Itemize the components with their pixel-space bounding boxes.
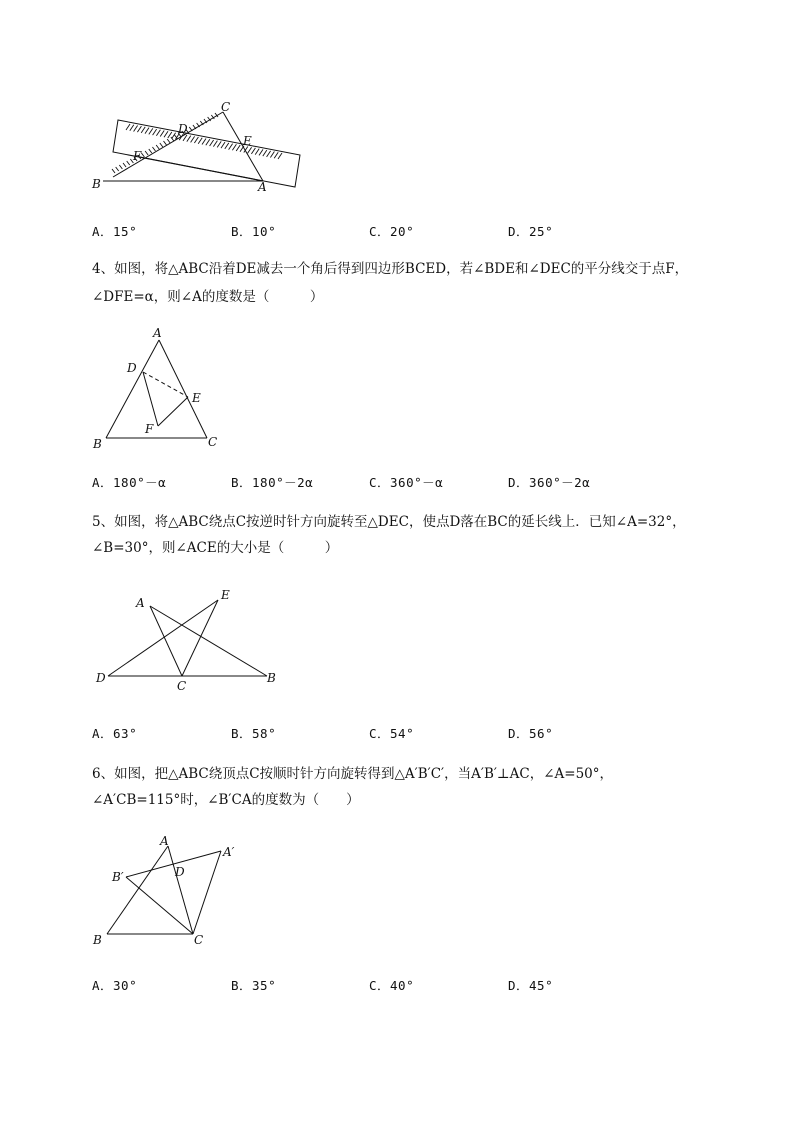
- q6-label-a-prime: A′: [223, 845, 235, 859]
- q6-option-b[interactable]: B．35°: [231, 978, 277, 993]
- q5-option-b[interactable]: B．58°: [231, 726, 277, 741]
- q4-option-d[interactable]: D．360°－2α: [508, 475, 591, 490]
- point-label-c: C: [221, 100, 231, 114]
- q6-label-b-prime: B′: [112, 870, 124, 884]
- q4-label-e: E: [192, 391, 201, 405]
- q4-text-line-2: ∠DFE=α，则∠A的度数是（ ）: [92, 289, 324, 305]
- q4-label-a: A: [153, 326, 162, 340]
- q5-label-c: C: [177, 679, 187, 693]
- point-label-e: E: [243, 134, 252, 148]
- q5-text-line-1: 5、如图，将△ABC绕点C按逆时针方向旋转至△DEC，使点D落在BC的延长线上．已知∠A=32°，: [92, 514, 686, 530]
- q3-option-a[interactable]: A．15°: [92, 224, 138, 239]
- point-label-b: B: [92, 177, 101, 191]
- q5-text-line-2: ∠B=30°，则∠ACE的大小是（ ）: [92, 540, 339, 556]
- q6-text-line-1: 6、如图，把△ABC绕顶点C按顺时针方向旋转得到△A′B′C′，当A′B′⊥AC，∠A=50°，: [92, 766, 614, 782]
- q5-option-a[interactable]: A．63°: [92, 726, 138, 741]
- q4-label-c: C: [208, 435, 218, 449]
- q4-option-a[interactable]: A．180°－α: [92, 475, 167, 490]
- q4-label-b: B: [93, 437, 102, 451]
- q6-option-a[interactable]: A．30°: [92, 978, 138, 993]
- q3-option-c[interactable]: C．20°: [369, 224, 415, 239]
- q5-option-d[interactable]: D．56°: [508, 726, 554, 741]
- q5-label-b: B: [267, 671, 276, 685]
- q5-option-c[interactable]: C．54°: [369, 726, 415, 741]
- q6-option-c[interactable]: C．40°: [369, 978, 415, 993]
- q3-option-d[interactable]: D．25°: [508, 224, 554, 239]
- q6-label-b: B: [93, 933, 102, 947]
- q6-label-a: A: [160, 834, 169, 848]
- q4-text-line-1: 4、如图，将△ABC沿着DE减去一个角后得到四边形BCED，若∠BDE和∠DEC的平分线交于点F，: [92, 261, 689, 277]
- q4-option-b[interactable]: B．180°－2α: [231, 475, 314, 490]
- q4-label-d: D: [127, 361, 137, 375]
- q6-label-d: D: [175, 865, 185, 879]
- point-label-a: A: [258, 180, 267, 194]
- q4-label-f: F: [145, 422, 154, 436]
- q6-text-line-2: ∠A′CB=115°时，∠B′CA的度数为（ ）: [92, 792, 360, 808]
- q5-label-e: E: [221, 588, 230, 602]
- q6-label-c: C: [194, 933, 204, 947]
- q4-option-c[interactable]: C．360°－α: [369, 475, 444, 490]
- q3-option-b[interactable]: B．10°: [231, 224, 277, 239]
- point-label-f: F: [133, 149, 142, 163]
- q6-option-d[interactable]: D．45°: [508, 978, 554, 993]
- point-label-d: D: [178, 122, 188, 136]
- q5-label-a: A: [136, 596, 145, 610]
- q5-label-d: D: [96, 671, 106, 685]
